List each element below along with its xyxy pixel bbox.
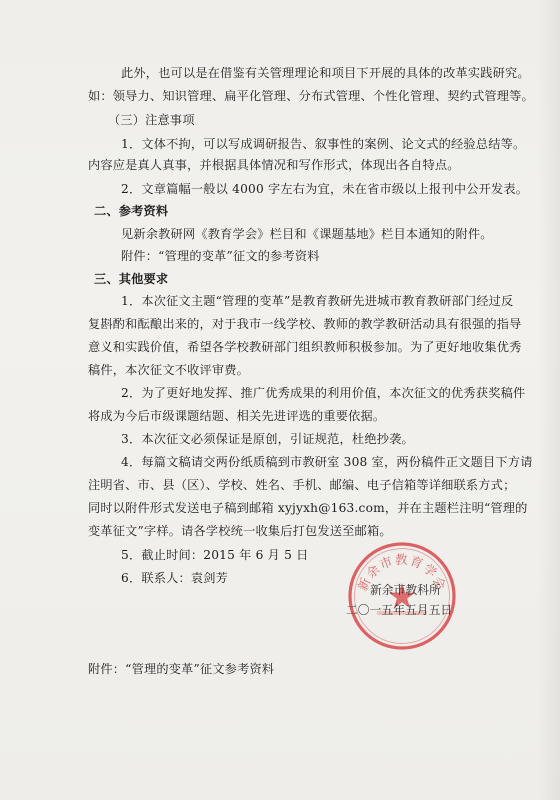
paragraph-line: 意义和实践价值，希望各学校教研部门组织教师积极参加。为了更好地收集优秀: [88, 340, 522, 354]
paragraph-line: 2．文章篇幅一般以 4000 字左右为宜，未在省市级以上报刊中公开发表。: [121, 182, 529, 196]
paragraph-line: 3．本次征文必须保证是原创，引证规范，杜绝抄袭。: [121, 432, 414, 446]
paragraph-line: 同时以附件形式发送电子稿到邮箱 xyjyxh@163.com，并在主题栏注明“管理的: [88, 501, 528, 515]
paragraph-line: 2．为了更好地发挥、推广优秀成果的利用价值，本次征文的优秀获奖稿件: [121, 386, 526, 400]
contact-line: 6．联系人：袁剑芳: [121, 571, 229, 585]
subsection-heading: （三）注意事项: [108, 113, 195, 127]
paragraph-line: 1．本次征文主题“管理的变革”是教育教研先进城市教育教研部门经过反: [121, 294, 514, 308]
paragraph-line: 见新余教研网《教育学会》栏目和《课题基地》栏目本通知的附件。: [121, 227, 493, 241]
page-edge-shadow: [538, 0, 560, 800]
section-heading: 三、其他要求: [94, 272, 169, 286]
attachment-note: 附件：“管理的变革”征文参考资料: [88, 662, 275, 676]
svg-text:新余市教育学会: 新余市教育学会: [354, 552, 450, 594]
paragraph-line: 1．文体不拘，可以写成调研报告、叙事性的案例、论文式的经验总结等。: [121, 137, 526, 151]
paragraph-line: 注明省、市、县（区）、学校、姓名、手机、邮编、电子信箱等详细联系方式；: [88, 478, 516, 492]
issuer-name: 新余市教科所: [370, 583, 441, 597]
paragraph-line: 如：领导力、知识管理、扁平化管理、分布式管理、个性化管理、契约式管理等。: [88, 89, 534, 103]
paragraph-line: 此外，也可以是在借鉴有关管理理论和项目下开展的具体的改革实践研究。: [121, 66, 530, 80]
deadline-line: 5．截止时间：2015 年 6 月 5 日: [121, 548, 309, 562]
issue-date: 二〇一五年五月五日: [346, 603, 453, 617]
paragraph-line: 复斟酌和酝酿出来的，对于我市一线学校、教师的教学教研活动具有很强的指导: [88, 317, 522, 331]
paragraph-line: 附件：“管理的变革”征文的参考资料: [121, 249, 320, 263]
paragraph-line: 将成为今后市级课题结题、相关先进评选的重要依据。: [88, 409, 386, 423]
paragraph-line: 变革征文”字样。请各学校统一收集后打包发送至邮箱。: [88, 524, 392, 538]
paragraph-line: 内容应是真人真事，并根据具体情况和写作形式，体现出各自特点。: [88, 158, 460, 172]
paragraph-line: 4．每篇文稿请交两份纸质稿到市教研室 308 室，两份稿件正文题目下方请: [121, 455, 533, 469]
section-heading: 二、参考资料: [94, 204, 169, 218]
paragraph-line: 稿件，本次征文不收评审费。: [88, 363, 250, 377]
